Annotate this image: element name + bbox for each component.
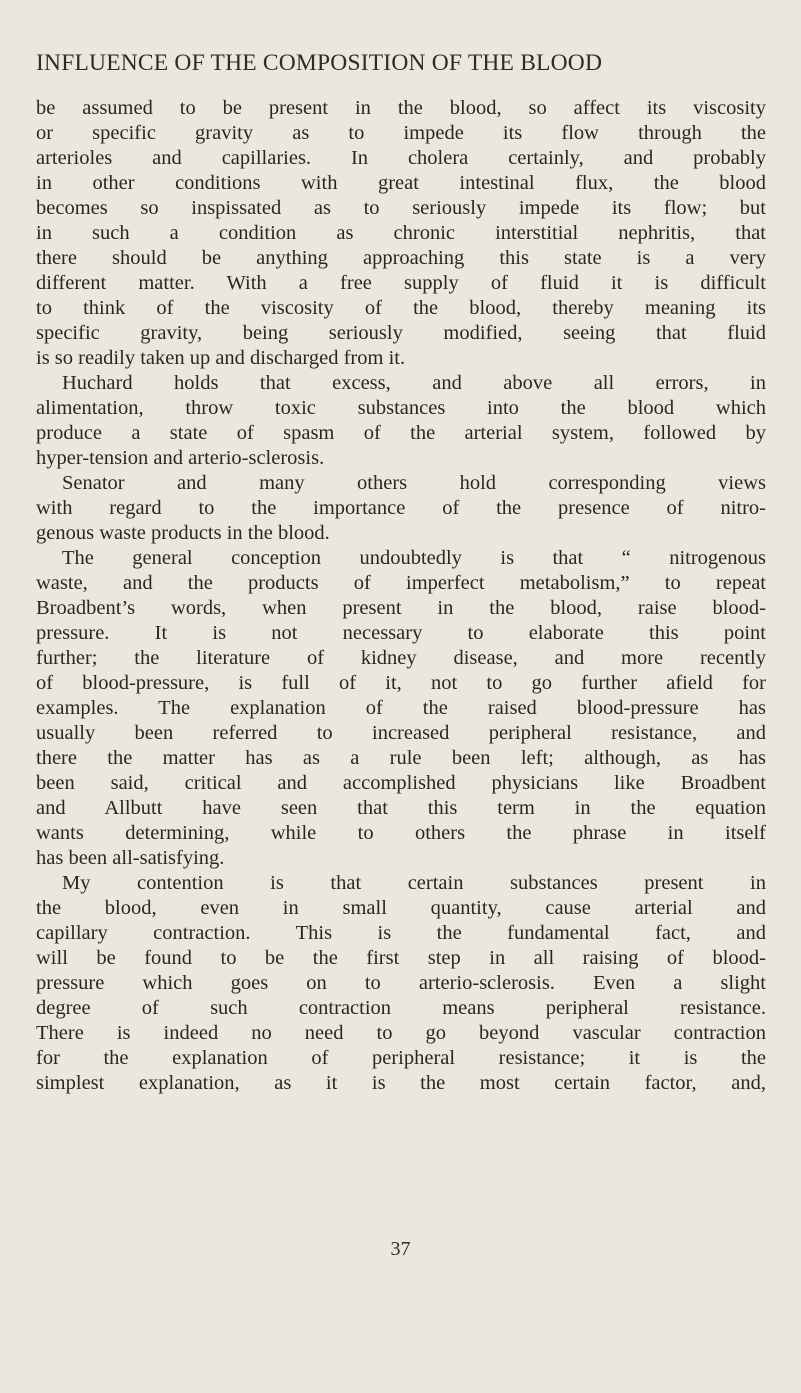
text-line: genous waste products in the blood. (36, 522, 330, 544)
text-line: there should be anything approaching this state is a very (36, 247, 766, 269)
text-line: be assumed to be present in the blood, so affect its viscosity (36, 97, 766, 119)
text-line: or specific gravity as to impede its flow through the (36, 122, 766, 144)
text-line: degree of such contraction means peripheral resistance. (36, 997, 766, 1019)
text-line: there the matter has as a rule been left; although, as has (36, 747, 766, 769)
text-line: and Allbutt have seen that this term in the equation (36, 797, 766, 819)
text-line: Broadbent’s words, when present in the blood, raise blood- (36, 597, 766, 619)
text-line: pressure. It is not necessary to elaborate this point (36, 622, 766, 644)
text-line: with regard to the importance of the presence of nitro- (36, 497, 766, 519)
text-line: wants determining, while to others the phrase in itself (36, 822, 766, 844)
text-line: has been all-satisfying. (36, 847, 225, 869)
text-line: simplest explanation, as it is the most certain factor, and, (36, 1072, 766, 1094)
text-line: hyper-tension and arterio-sclerosis. (36, 447, 325, 469)
text-line: Huchard holds that excess, and above all errors, in (62, 372, 766, 394)
running-head: INFLUENCE OF THE COMPOSITION OF THE BLOOD (36, 50, 603, 76)
text-line: Senator and many others hold corresponding views (62, 472, 766, 494)
text-line: further; the literature of kidney disease, and more recently (36, 647, 766, 669)
text-line: pressure which goes on to arterio-sclerosis. Even a slight (36, 972, 766, 994)
text-line: in such a condition as chronic interstitial nephritis, that (36, 222, 766, 244)
text-line: waste, and the products of imperfect metabolism,” to repeat (36, 572, 766, 594)
text-line: for the explanation of peripheral resistance; it is the (36, 1047, 766, 1069)
text-line: capillary contraction. This is the fundamental fact, and (36, 922, 766, 944)
text-line: There is indeed no need to go beyond vascular contraction (36, 1022, 766, 1044)
text-line: will be found to be the first step in all raising of blood- (36, 947, 766, 969)
text-line: alimentation, throw toxic substances into the blood which (36, 397, 766, 419)
text-line: usually been referred to increased peripheral resistance, and (36, 722, 766, 744)
text-line: My contention is that certain substances present in (62, 872, 766, 894)
text-line: to think of the viscosity of the blood, thereby meaning its (36, 297, 766, 319)
text-line: arterioles and capillaries. In cholera certainly, and probably (36, 147, 766, 169)
text-line: The general conception undoubtedly is that “ nitrogenous (62, 547, 766, 569)
text-line: specific gravity, being seriously modified, seeing that fluid (36, 322, 766, 344)
body-text (36, 96, 766, 1096)
text-line: different matter. With a free supply of fluid it is difficult (36, 272, 766, 294)
text-line: is so readily taken up and discharged from it. (36, 347, 406, 369)
text-line: the blood, even in small quantity, cause arterial and (36, 897, 766, 919)
page-number: 37 (390, 1238, 411, 1260)
text-line: of blood-pressure, is full of it, not to go further afield for (36, 672, 766, 694)
text-line: examples. The explanation of the raised blood-pressure has (36, 697, 766, 719)
text-line: been said, critical and accomplished physicians like Broadbent (36, 772, 766, 794)
text-line: in other conditions with great intestinal flux, the blood (36, 172, 766, 194)
text-line: produce a state of spasm of the arterial system, followed by (36, 422, 766, 444)
text-line: becomes so inspissated as to seriously impede its flow; but (36, 197, 766, 219)
